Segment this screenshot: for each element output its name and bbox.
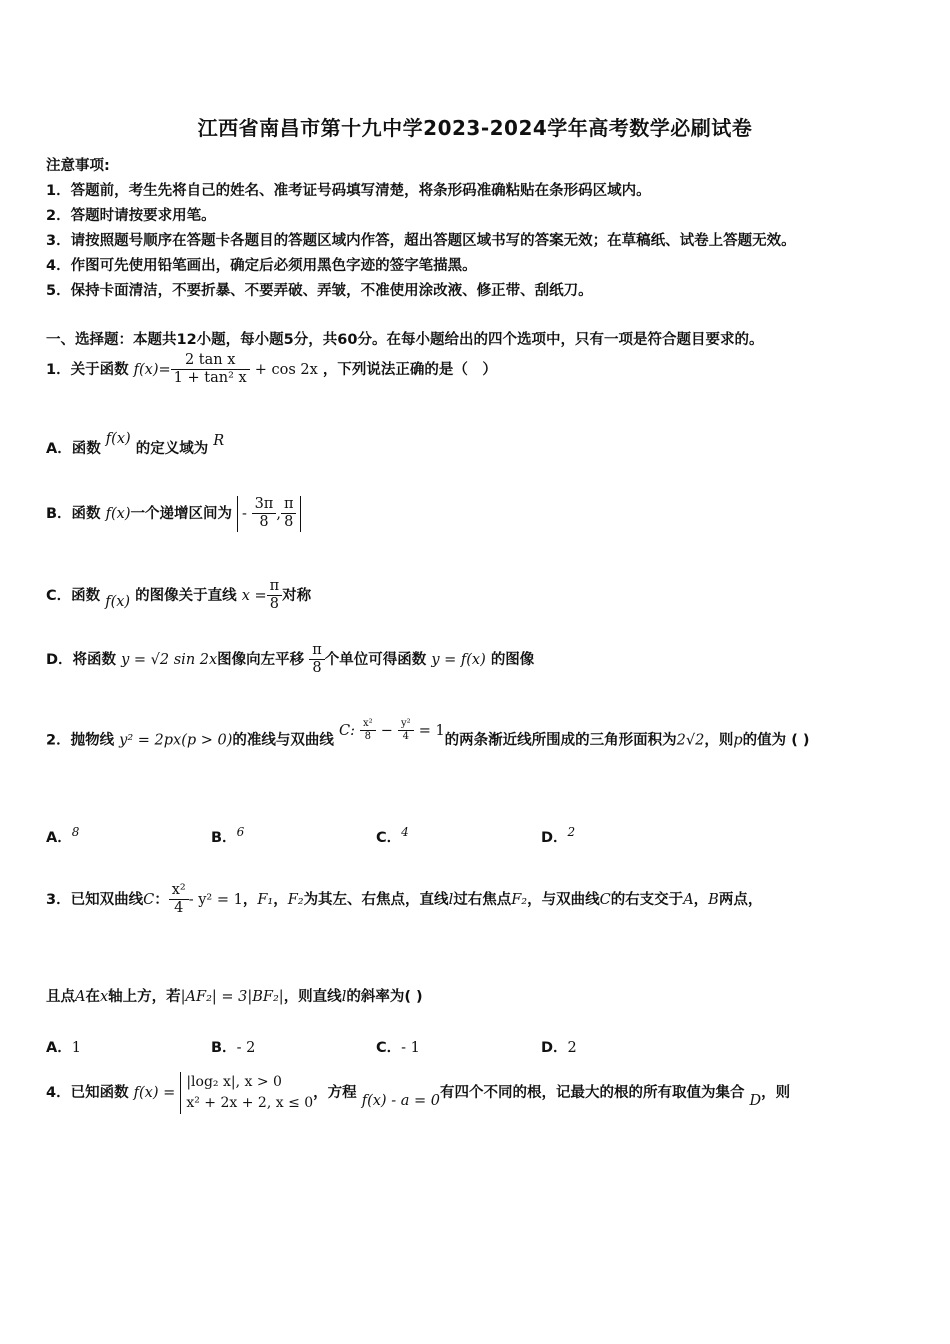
q2-option-c (376, 826, 409, 847)
q3-A: A (683, 891, 694, 908)
q3-text2: 过右焦点 (453, 891, 512, 908)
q3-frac (169, 882, 189, 918)
q2-eq2-n2: y² (398, 718, 414, 731)
q3-text4: 的右支交于 (610, 891, 684, 908)
q3-F2: F₂ (287, 891, 304, 908)
q2-b-label: B． (211, 830, 237, 846)
q1-c-x: x = (241, 587, 267, 604)
q1-d-text3: 的图像 (490, 651, 535, 668)
q3-colon: ： (154, 891, 169, 908)
q1-suffix: ，下列说法正确的是（ ） (322, 361, 497, 378)
q3-a-label: A． (46, 1040, 72, 1056)
q3-cond: |AF₂| = 3|BF₂| (180, 989, 284, 1005)
q2-text1: 的准线与双曲线 (232, 732, 334, 749)
q4-eq: f(x) - a = 0 (361, 1093, 440, 1109)
q1-option-b (46, 496, 301, 532)
q1-fx: f(x)= (133, 361, 171, 378)
q1-c-text2: 对称 (282, 587, 312, 604)
q3-l2: l (341, 989, 347, 1005)
q1-b-text: 一个递增区间为 (130, 505, 232, 522)
q3-line2-a: 且点 (46, 989, 75, 1005)
q1-c-text: 的图像关于直线 (135, 587, 237, 604)
q2-area: 2√2 (676, 732, 705, 749)
q2-a-value: 8 (71, 825, 80, 839)
q2-c-value: 4 (401, 825, 409, 839)
q1-c-frac (267, 578, 283, 614)
question-1-stem (46, 352, 497, 388)
q3-option-c (376, 1036, 420, 1057)
q1-b-frac1 (252, 496, 277, 532)
q2-eq2-rhs: = 1 (418, 722, 445, 739)
q2-prefix: 2．抛物线 (46, 732, 115, 749)
q4-D: D (749, 1093, 762, 1109)
q2-p: p (733, 732, 743, 749)
q4-text3: ，则 (761, 1085, 791, 1101)
q3-sep1: ， (242, 891, 258, 908)
q4-piecewise (180, 1072, 313, 1114)
q1-b-label: B．函数 (46, 505, 101, 522)
q2-text2: 的两条渐近线所围成的三角形面积为 (444, 732, 677, 749)
notice-item-2: 2．答题时请按要求用笔。 (46, 208, 216, 224)
q2-eq2-frac2 (398, 718, 414, 743)
q1-c-label: C．函数 (46, 587, 101, 604)
q3-b-value: - 2 (236, 1040, 256, 1056)
q1-d-text2: 个单位可得函数 (324, 651, 427, 668)
q1-b-d1: 8 (259, 514, 269, 531)
q3-d-label: D． (541, 1040, 568, 1056)
q1-d-label: D．将函数 (46, 651, 117, 668)
q2-text3: ，则 (704, 732, 734, 749)
q3-line2-e: 的斜率为( ) (346, 989, 423, 1005)
q1-d-text: 图像向左平移 (217, 651, 305, 668)
q2-option-a (46, 826, 79, 847)
q1-numerator: 2 tan x (171, 352, 250, 370)
q3-line2-b: 在 (85, 989, 100, 1005)
q1-c-fx: f(x) (105, 593, 131, 610)
q4-case2: x² + 2x + 2, x ≤ 0 (186, 1095, 314, 1111)
q3-C: C (143, 891, 155, 908)
q3-option-b (211, 1036, 255, 1057)
q2-eq2-n1: x² (360, 718, 376, 731)
q4-text1: ，方程 (313, 1085, 357, 1101)
q3-l: l (448, 891, 454, 908)
q3-Cb: C (599, 891, 611, 908)
q3-F2b: F₂ (511, 891, 528, 908)
q2-eq2-minus: − (380, 722, 393, 739)
q4-prefix: 4．已知函数 (46, 1085, 129, 1101)
q3-rest: - y² = 1 (188, 891, 243, 908)
notice-heading: 注意事项: (46, 158, 110, 174)
q3-c-value: - 1 (401, 1040, 420, 1056)
question-2-stem (46, 718, 810, 753)
q1-prefix: 1．关于函数 (46, 361, 129, 378)
q3-B: B (708, 891, 719, 908)
q2-b-value: 6 (236, 825, 245, 839)
q2-option-d (541, 826, 575, 847)
question-3-line2 (46, 985, 423, 1006)
q2-eq2-d2: 4 (402, 731, 409, 742)
question-3-stem (46, 882, 762, 918)
q3-A2: A (75, 989, 86, 1005)
q3-text1: 为其左、右焦点，直线 (303, 891, 449, 908)
q1-d-frac (309, 642, 325, 678)
q3-c-label: C． (376, 1040, 402, 1056)
q3-n1: x² (169, 882, 189, 900)
q1-b-fx: f(x) (105, 505, 131, 522)
q4-text2: 有四个不同的根，记最大的根的所有取值为集合 (439, 1085, 745, 1101)
q2-eq2-frac1 (360, 718, 376, 743)
q4-fx: f(x) = (133, 1085, 176, 1101)
q1-b-n2: π (281, 496, 297, 514)
q3-text5: 两点， (718, 891, 763, 908)
q1-option-a (46, 431, 225, 458)
q4-case1: |log₂ x|, x > 0 (186, 1074, 282, 1090)
q2-d-value: 2 (567, 825, 576, 839)
q3-option-a (46, 1036, 81, 1057)
notice-item-3: 3．请按照题号顺序在答题卡各题目的答题区域内作答，超出答题区域书写的答案无效；在草稿纸、试卷上答题无效。 (46, 233, 796, 249)
q1-b-n1: 3π (252, 496, 277, 514)
question-4-stem (46, 1072, 790, 1114)
q3-text3: ，与双曲线 (527, 891, 600, 908)
q1-denominator: 1 + tan² x (173, 370, 247, 387)
q3-sep2: ， (273, 891, 288, 908)
q1-a-fx: f(x) (105, 431, 131, 447)
q2-c-label: C． (376, 830, 402, 846)
q2-d-label: D． (541, 830, 568, 846)
q2-eq2-d1: 8 (364, 731, 372, 742)
q2-a-label: A． (46, 830, 72, 846)
q3-option-d (541, 1036, 577, 1057)
notice-item-1: 1．答题前，考生先将自己的姓名、准考证号码填写清楚，将条形码准确粘贴在条形码区域内。 (46, 183, 651, 199)
q3-a-value: 1 (71, 1040, 81, 1056)
q1-d-fx: y = f(x) (431, 651, 486, 668)
q1-b-minus: - (242, 505, 247, 522)
q3-line2-c: 轴上方，若 (108, 989, 181, 1005)
notice-item-5: 5．保持卡面清洁，不要折暴、不要弄破、弄皱，不准使用涂改液、修正带、刮纸刀。 (46, 283, 593, 299)
q2-eq2-lhs: C: (338, 722, 355, 739)
section-heading: 一、选择题：本题共12小题，每小题5分，共60分。在每小题给出的四个选项中，只有一项是符合题目要求的。 (46, 332, 764, 348)
q1-b-interval: - $\frac{3\pi}{8}$ , $\frac{\pi}{8}$ (237, 496, 301, 532)
q3-F1: F₁ (257, 891, 274, 908)
q1-c-n: π (267, 578, 283, 596)
q1-fraction (171, 352, 250, 388)
q3-x: x (99, 989, 109, 1005)
q1-c-d: 8 (269, 596, 280, 613)
q1-a-R: R (213, 433, 225, 449)
q2-text4: 的值为 ( ) (742, 732, 810, 749)
q1-option-c (46, 578, 311, 614)
q3-line2-d: ，则直线 (283, 989, 342, 1005)
q1-d-y: y = √2 sin 2x (121, 651, 218, 668)
q1-b-frac2 (281, 496, 297, 532)
q1-a-text: 的定义域为 (135, 441, 209, 457)
q3-d-value: 2 (567, 1040, 577, 1056)
notice-item-4: 4．作图可先使用铅笔画出，确定后必须用黑色字迹的签字笔描黑。 (46, 258, 477, 274)
q1-a-label: A．函数 (46, 441, 101, 457)
q1-b-d2: 8 (284, 514, 294, 531)
page-title: 江西省南昌市第十九中学2023-2024学年高考数学必刷试卷 (197, 116, 753, 140)
q2-option-b (211, 826, 244, 847)
q1-d-d: 8 (312, 660, 322, 677)
q3-b-label: B． (211, 1040, 237, 1056)
q3-prefix: 3．已知双曲线 (46, 891, 144, 908)
q1-tail: + cos 2x (254, 361, 318, 378)
q3-sep3: ， (693, 891, 709, 908)
q2-eq1: y² = 2px(p > 0) (119, 732, 233, 749)
q1-option-d (46, 642, 534, 678)
q3-d1: 4 (174, 900, 184, 917)
q1-d-n: π (309, 642, 325, 660)
